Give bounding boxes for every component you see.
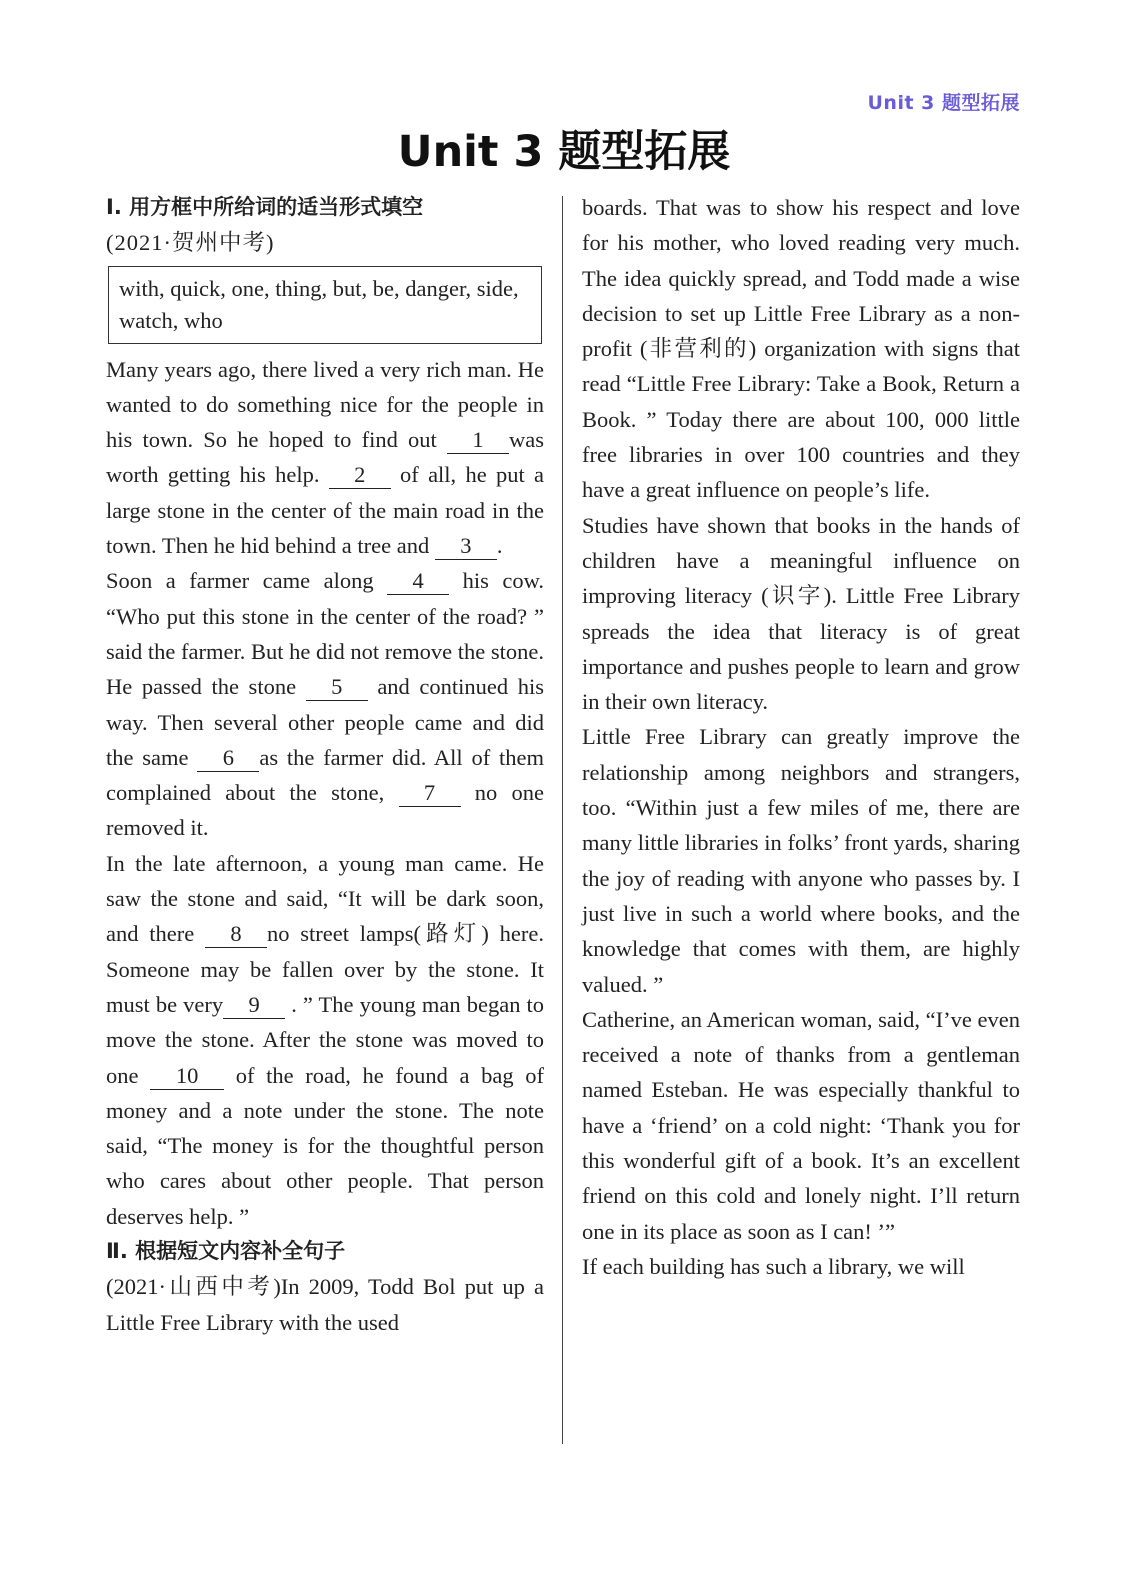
blank-4: 4 [387,568,449,595]
story-text: Soon a farmer came along [106,568,374,594]
story-text: of the road, he found a bag of money and a note under the stone. The note said, “The money is for the thoughtful person who cares about other people. That person deserves help. ” [106,1062,545,1229]
story-paragraph-2 [106,563,544,845]
reading-paragraph-3: Little Free Library can greatly improve the relationship among neighbors and strangers, too. “Within just a few miles of me, there are many little libraries in folks’ front yards, sharing the joy of reading with anyone who passes by. I just live in such a world where books, and the knowledge that comes with them, are highly valued. ” [582,724,1020,997]
story-text: Many years ago, there lived a very rich man. He wanted to do something nice for the people in his town. So he hoped to find out [106,356,544,453]
story-text: . [496,533,503,559]
story-text: as the farmer did. All of them complained about the stone, [106,744,544,806]
story-text: In the late afternoon, a young man came. He saw the stone and said, “It will be dark soon, and there [106,850,544,947]
blank-3: 3 [435,533,497,560]
reading-paragraph-1: boards. That was to show his respect and love for his mother, who loved reading very much. The idea quickly spread, and Todd made a wise decision to set up Little Free Library as a non-profit (非营利的) organization with signs that read “Little Free Library: Take a Book, Return a Book. ” Today there are about 100, 000 little free libraries in over 100 countries and they have a great influence on people’s life. [582,195,1020,503]
blank-1: 1 [447,427,509,454]
story-text: was worth getting his help. [106,427,544,488]
word-box: with, quick, one, thing, but, be, danger, side, watch, who [108,266,542,344]
left-column [106,190,544,1340]
blank-6: 6 [197,745,259,772]
blank-2: 2 [329,462,391,489]
story-text: . ” The young man began to move the stone. After the stone was moved to one [106,991,545,1088]
story-text: no street lamps(路灯) here. Someone may be fallen over by the stone. It must be very [106,921,544,1017]
story-text: no one removed it. [106,780,545,841]
story-text: his cow. “Who put this stone in the center of the road? ” said the farmer. But he did not remove the stone. He passed the stone [106,568,545,700]
column-divider [562,196,563,1444]
right-column [582,190,1020,1284]
blank-8: 8 [205,921,267,948]
page-title: Unit 3 题型拓展 [397,127,731,177]
section2-intro: (2021·山西中考)In 2009, Todd Bol put up a Little Free Library with the used [106,1274,544,1335]
running-header: Unit 3 题型拓展 [867,92,1020,114]
story-paragraph-3 [106,846,544,1234]
blank-10: 10 [150,1063,224,1090]
blank-9: 9 [223,992,285,1019]
section1-source: (2021·贺州中考) [106,230,275,256]
blank-5: 5 [306,674,368,701]
story-text: of all, he put a large stone in the center of the main road in the town. Then he hid behind a tree and [106,462,545,559]
reading-paragraph-4: Catherine, an American woman, said, “I’ve even received a note of thanks from a gentleman named Esteban. He was especially thankful to have a ‘friend’ on a cold night: ‘Thank you for this wonderful gift of a book. It’s an excellent friend on this cold and lonely night. I’ll return one in its place as soon as I can! ’” [582,1006,1020,1244]
blank-7: 7 [399,780,461,807]
reading-paragraph-2: Studies have shown that books in the hands of children have a meaningful influence on improving literacy (识字). Little Free Library spreads the idea that literacy is of great importance and pushes people to learn and grow in their own literacy. [582,512,1020,715]
section2-heading: Ⅱ. 根据短文内容补全句子 [106,1239,346,1264]
reading-paragraph-5: If each building has such a library, we will [582,1253,965,1279]
section1-heading: Ⅰ. 用方框中所给词的适当形式填空 [106,195,424,219]
story-paragraph-1 [106,352,544,564]
story-text: and continued his way. Then several other people came and did the same [106,674,545,770]
